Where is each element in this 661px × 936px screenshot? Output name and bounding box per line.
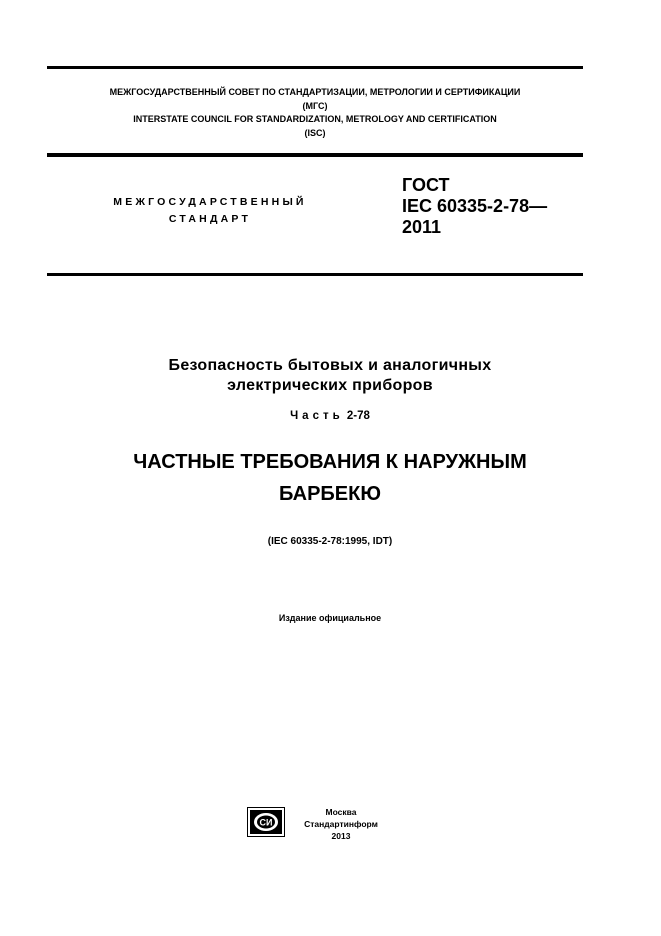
- part-label: Часть: [290, 410, 344, 422]
- part-number: [60, 410, 600, 422]
- gost-label: ГОСТ: [402, 175, 450, 195]
- subtitle-line2: БАРБЕКЮ: [279, 483, 381, 505]
- gost-number: IEC 60335-2-78—: [402, 196, 548, 216]
- iec-reference: (IEC 60335-2-78:1995, IDT): [267, 536, 393, 547]
- publisher-info: [298, 806, 384, 842]
- part-value: 2-78: [346, 410, 370, 422]
- publisher-city: Москва: [325, 807, 357, 817]
- designation-rule: [47, 273, 583, 276]
- council-name-ru: МЕЖГОСУДАРСТВЕННЫЙ СОВЕТ ПО СТАНДАРТИЗАЦИИ, МЕТРОЛОГИИ И СЕРТИФИКАЦИИ: [109, 87, 521, 97]
- document-title: [60, 356, 600, 396]
- council-name-en: INTERSTATE COUNCIL FOR STANDARDIZATION, METROLOGY AND CERTIFICATION: [133, 114, 497, 124]
- subtitle-line1: ЧАСТНЫЕ ТРЕБОВАНИЯ К НАРУЖНЫМ: [133, 451, 527, 473]
- council-abbr-ru: (МГС): [302, 100, 328, 111]
- standard-type: [60, 194, 360, 228]
- publisher-name: Стандартинформ: [304, 819, 378, 829]
- gost-designation: [402, 175, 547, 238]
- top-rule: [47, 66, 583, 69]
- title-line2: электрических приборов: [227, 377, 433, 394]
- standard-type-line2: СТАНДАРТ: [168, 213, 252, 225]
- edition-label: Издание официальное: [278, 613, 382, 623]
- gost-year: 2011: [402, 217, 442, 237]
- standartinform-logo-icon: [247, 807, 285, 837]
- svg-text:СИ: СИ: [259, 817, 273, 828]
- council-abbr-en: (ISC): [304, 127, 326, 138]
- title-line1: Безопасность бытовых и аналогичных: [168, 357, 492, 374]
- publisher-year: 2013: [331, 831, 351, 841]
- document-subtitle: [40, 446, 620, 510]
- header-rule: [47, 153, 583, 157]
- council-header: [47, 86, 583, 140]
- standard-type-line1: МЕЖГОСУДАРСТВЕННЫЙ: [113, 196, 307, 208]
